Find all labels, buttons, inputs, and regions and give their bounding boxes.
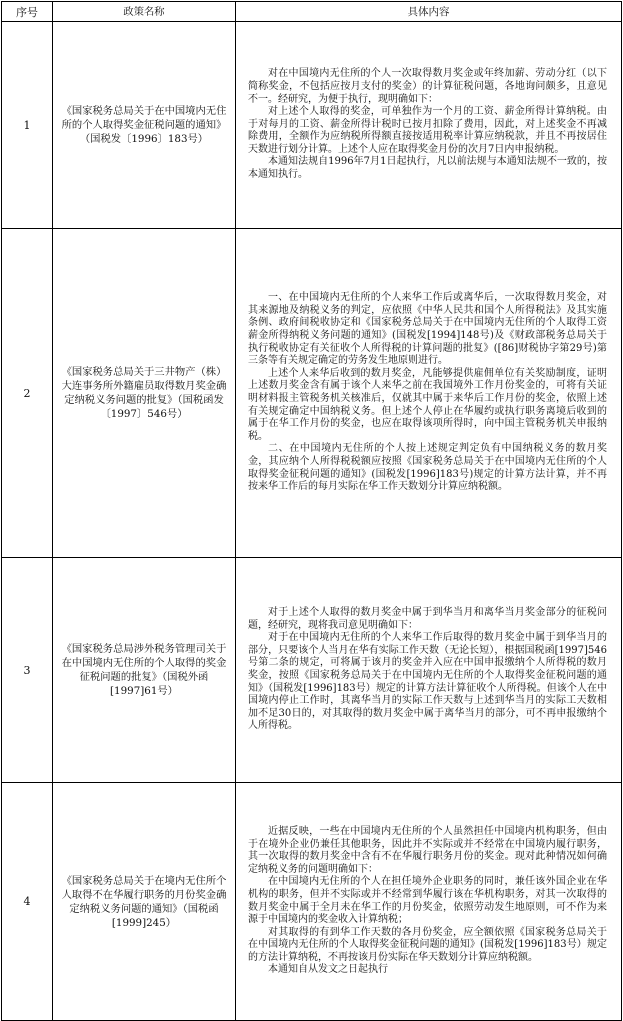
policy-content [236, 229, 622, 558]
content-paragraph: 上述个人来华后收到的数月奖金，凡能够提供雇佣单位有关奖励制度，证明上述数月奖金含有属于该个人来华之前在我国境外工作月份奖金的，可将有关证明材料报主管税务机关核准后，仅就其中属于来华后工作月份的奖金，依照上述有关规定确定中国纳税义务。但上述个人停止在华履约或执行职务离境后收到的属于在华工作月份的奖金，也应在取得该项所得时，向中国主管税务机关申报纳税。 [248, 367, 607, 442]
policy-name: 《国家税务总局涉外税务管理司关于在中国境内无住所的个人取得的奖金征税问题的批复》（国税外函[1997]61号） [53, 558, 236, 783]
header-serial-number: 序号 [2, 2, 53, 22]
policy-name: 《国家税务总局关于在中国境内无住所的个人取得奖金征税问题的通知》（国税发〔1996〕183号） [53, 22, 236, 229]
content-paragraph: 二、在中国境内无住所的个人按上述规定判定负有中国纳税义务的数月奖金，其应纳个人所得税税额应按照《国家税务总局关于在中国境内无住所的个人取得奖金征税问题的通知》(国税发[1996]183号)规定的计算方法计算，并不再按来华工作后的每月实际在华工作天数划分计算应纳税额。 [248, 443, 607, 493]
table-row [2, 229, 622, 558]
content-paragraph: 在中国境内无住所的个人在担任境外企业职务的同时，兼任该外国企业在华机构的职务，但并不实际或并不经常到华履行该在华机构职务，对其一次取得的数月奖金中属于全月未在华工作的月份奖金，依照劳动发生地原则，可不作为来源于中国境内的奖金收入计算纳税； [248, 876, 607, 926]
policy-name: 《国家税务总局关于在境内无住所个人取得不在华履行职务的月份奖金确定纳税义务问题的通知》（国税函[1999]245） [53, 783, 236, 1021]
content-paragraph: 对其取得的有到华工作天数的各月份奖金，应全额依照《国家税务总局关于在中国境内无住所的个人取得奖金征税问题的通知》(国税发[1996]183号）规定的方法计算纳税，不再按该月份实际在华天数划分计算应纳税额。 [248, 926, 607, 963]
content-paragraph: 一、在中国境内无住所的个人来华工作后或离华后，一次取得数月奖金，对其来源地及纳税义务的判定，应依照《中华人民共和国个人所得税法》及其实施条例、政府间税收协定和《国家税务总局关于在中国境内无住所的个人取得工资薪金所得纳税义务问题的通知》(国税发[1994]148号)及《财政部税务总局关于执行税收协定有关征收个人所得税的计算问题的批复》([86]财税协字第29号)第三条等有关规定确定的劳务发生地原则进行。 [248, 292, 607, 367]
policy-name: 《国家税务总局关于三井物产（株）大连事务所外籍雇员取得数月奖金确定纳税义务问题的批复》（国税函发〔1997〕546号） [53, 229, 236, 558]
table-row [2, 558, 622, 783]
table-header-row [2, 2, 622, 22]
content-paragraph: 本通知法规自1996年7月1日起执行，凡以前法规与本通知法规不一致的，按本通知执行。 [248, 156, 607, 181]
row-number: 2 [2, 229, 53, 558]
header-content: 具体内容 [236, 2, 622, 22]
content-paragraph: 本通知自从发文之日起执行 [268, 964, 388, 976]
policy-content [236, 558, 622, 783]
content-paragraph: 对于上述个人取得的数月奖金中属于到华当月和离华当月奖金部分的征税问题，经研究，现将我司意见明确如下： [248, 607, 607, 631]
table-row [2, 783, 622, 1021]
header-policy-name: 政策名称 [53, 2, 236, 22]
content-paragraph: 近据反映，一些在中国境内无住所的个人虽然担任中国境内机构职务，但由于在境外企业仍兼任其他职务，因此并不实际或并不经常在中国境内履行职务，其一次取得的数月奖金中含有不在华履行职务月份的奖金。现对此种情况如何确定纳税义务的问题明确如下： [248, 825, 607, 875]
policy-content [236, 783, 622, 1021]
content-paragraph: 对上述个人取得的奖金，可单独作为一个月的工资、薪金所得计算纳税。由于对每月的工资、薪金所得计税时已按月扣除了费用，因此，对上述奖金不再减除费用，全额作为应纳税所得额直接按适用税率计算应纳税款，并且不再按居住天数进行划分计算。上述个人应在取得奖金月份的次月7日内申报纳税。 [248, 106, 607, 155]
row-number: 1 [2, 22, 53, 229]
row-number: 4 [2, 783, 53, 1021]
content-paragraph: 对于在中国境内无住所的个人来华工作后取得的数月奖金中属于到华当月的部分，只要该个人当月在华有实际工作天数（无论长短），根据国税函[1997]546号第二条的规定，可将属于该月的奖金并入应在中国申报缴纳个人所得税的数月奖金，按照《国家税务总局关于在中国境内无住所的个人取得奖金征税问题的通知》（国税发[1996]183号）规定的计算方法计算征收个人所得税。但该个人在中国境内停止工作时，其离华当月的实际工作天数与上述到华当月的实际工天数相加不足30日的，对其取得的数月奖金中属于离华当月的部分，可不再申报缴纳个人所得税。 [248, 632, 607, 732]
content-paragraph: 对在中国境内无住所的个人一次取得数月奖金或年终加薪、劳动分红（以下简称奖金，不包括应按月支付的奖金）的计算征税问题，各地询问颇多，且意见不一。经研究，为便于执行，现明确如下： [248, 68, 607, 105]
policy-table [1, 1, 622, 1021]
table-row [2, 22, 622, 229]
row-number: 3 [2, 558, 53, 783]
policy-content [236, 22, 622, 229]
